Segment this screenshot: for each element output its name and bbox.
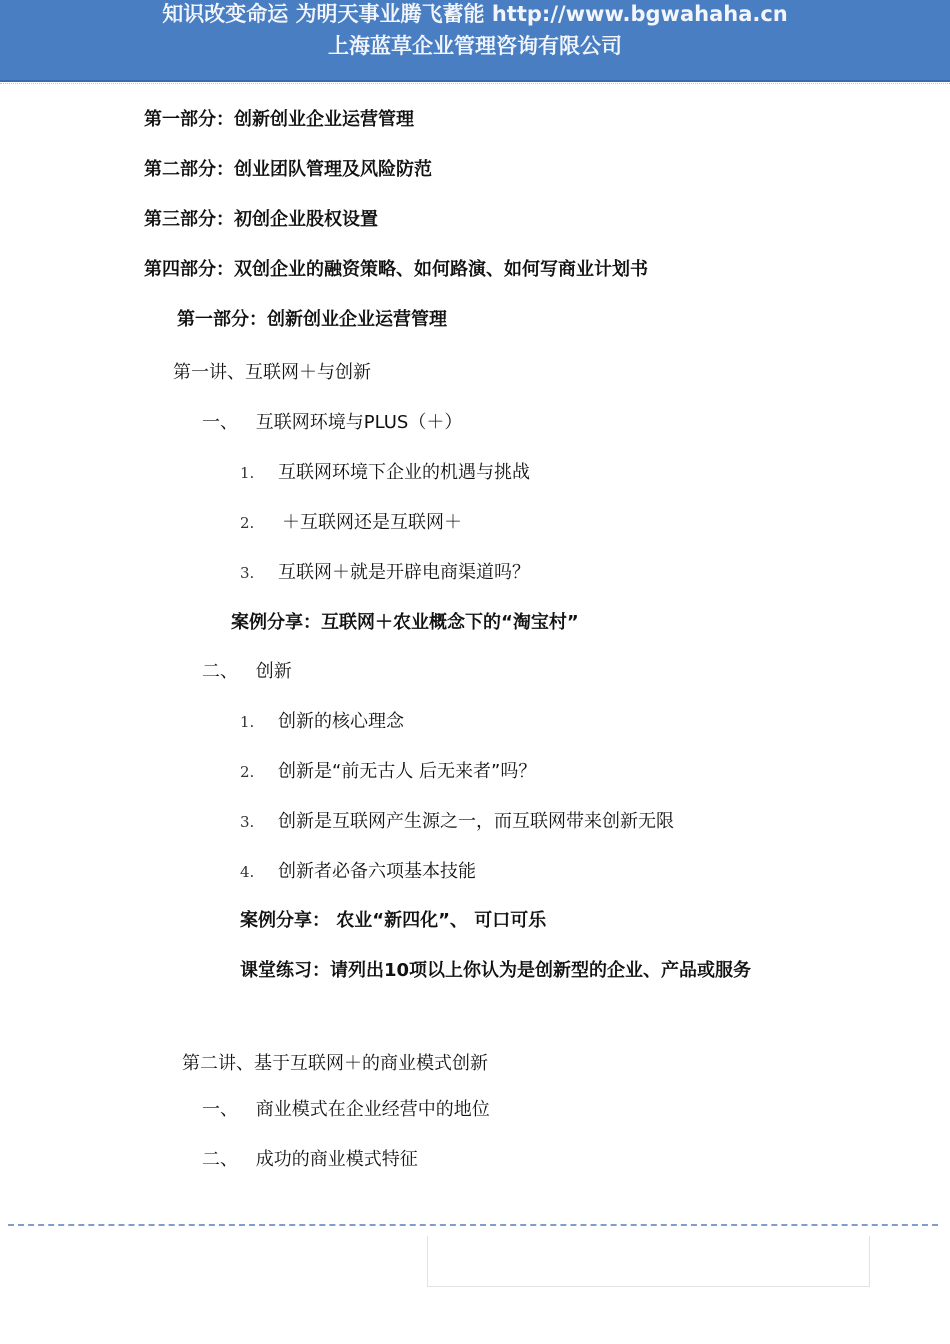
list-item-number: 3.: [240, 813, 255, 831]
list-item: [240, 710, 404, 734]
page-header: [0, 0, 950, 82]
header-slogan-line: [0, 0, 950, 28]
header-url[interactable]: http://www.bgwahaha.cn: [491, 2, 788, 26]
header-divider: [0, 83, 950, 84]
list-item-text: 互联网环境下企业的机遇与挑战: [278, 462, 530, 483]
list-item-text: 创新的核心理念: [278, 711, 404, 732]
item-text: 成功的商业模式特征: [255, 1149, 418, 1170]
list-item: [240, 810, 674, 834]
item-marker: 一、: [202, 1099, 238, 1120]
sub-label: 创新: [255, 661, 292, 682]
class-exercise: 课堂练习：请列出10项以上你认为是创新型的企业、产品或服务: [240, 960, 752, 981]
list-item-number: 2.: [240, 763, 255, 781]
list-item: [240, 561, 530, 585]
list-item-text: ＋互联网还是互联网＋: [282, 512, 462, 533]
lecture-1-title: 第一讲、互联网＋与创新: [173, 362, 371, 383]
footer-box: [427, 1236, 870, 1287]
list-item-text: 互联网＋就是开辟电商渠道吗？: [278, 562, 530, 583]
item-text: 商业模式在企业经营中的地位: [255, 1099, 490, 1120]
item-marker: 二、: [202, 1149, 238, 1170]
list-item-number: 2.: [240, 514, 255, 532]
outline-part-2: 第二部分：创业团队管理及风险防范: [144, 159, 432, 180]
lecture-1-sub-2: [202, 660, 292, 684]
list-item-number: 3.: [240, 564, 255, 582]
list-item: [240, 511, 462, 535]
outline-part-1: 第一部分：创新创业企业运营管理: [144, 109, 414, 130]
list-item-text: 创新是“前无古人 后无来者”吗？: [278, 761, 537, 782]
list-item-number: 1.: [240, 464, 255, 482]
lecture-2-title: 第二讲、基于互联网＋的商业模式创新: [182, 1053, 488, 1074]
list-item-text: 创新是互联网产生源之一，而互联网带来创新无限: [278, 811, 674, 832]
sub-marker: 二、: [202, 661, 238, 682]
outline-part-3: 第三部分：初创企业股权设置: [144, 209, 378, 230]
list-item: [240, 461, 530, 485]
header-slogan: 知识改变命运 为明天事业腾飞蓄能: [162, 2, 485, 26]
outline-part-4: 第四部分：双创企业的融资策略、如何路演、如何写商业计划书: [144, 259, 648, 280]
list-item-number: 4.: [240, 863, 255, 881]
lecture-1-sub-1: [202, 411, 462, 435]
list-item-number: 1.: [240, 713, 255, 731]
list-item: [240, 760, 537, 784]
footer-divider: [8, 1224, 938, 1226]
sub-label: 互联网环境与PLUS（＋）: [255, 412, 463, 433]
lecture-2-item: [202, 1148, 418, 1172]
header-company: 上海蓝草企业管理咨询有限公司: [328, 34, 622, 58]
list-item: [240, 860, 476, 884]
case-study-1: 案例分享：互联网＋农业概念下的“淘宝村”: [231, 612, 579, 633]
list-item-text: 创新者必备六项基本技能: [278, 861, 476, 882]
sub-marker: 一、: [202, 412, 238, 433]
section-title: 第一部分：创新创业企业运营管理: [177, 309, 447, 330]
case-study-2: 案例分享： 农业“新四化”、 可口可乐: [240, 910, 547, 931]
lecture-2-item: [202, 1098, 490, 1122]
